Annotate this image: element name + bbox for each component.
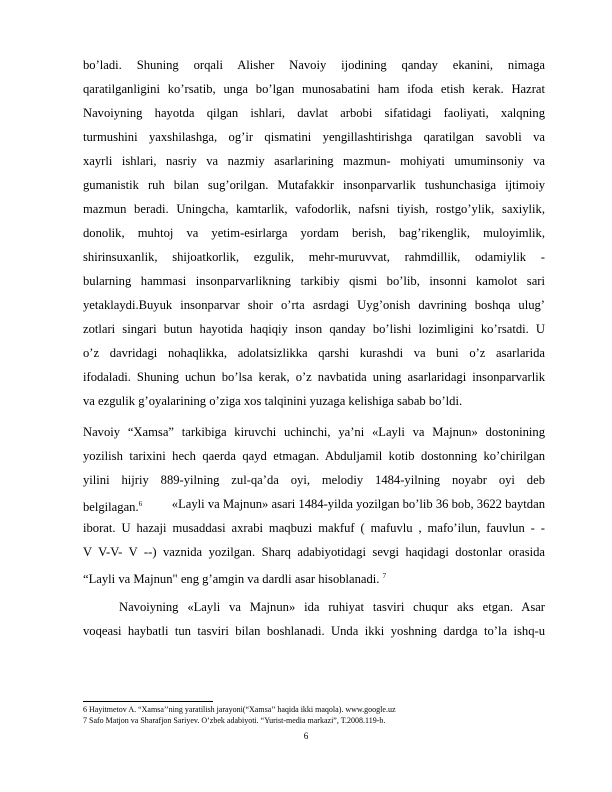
page-number: 6 [303,731,309,741]
footnote: 6 Hayitmetov A. “Xamsa’’ning yaratilish jarayoni(“Xamsa’’ haqida ikki maqola). www.google.uz [83,705,396,714]
text-line: V V-V- V --) vaznida yozilgan. Sharq adabiyotidagi sevgi haqidagi dostonlar orasida [83,545,545,559]
footnote: 7 Safo Matjon va Sharafjon Sariyev. O’zbek adabiyoti. “Yurist-media markazi”, T.2008.119-b. [83,716,386,725]
text-line: xayrli ishlari, nasriy va nazmiy asarlarining mazmun- mohiyati umuminsoniy va [83,154,545,168]
footnote-ref: 7 [382,572,387,580]
text-line: ifodaladi. Shuning uchun bo’lsa kerak, o’z navbatida uning asarlaridagi insonparvarlik [83,370,545,384]
text-segment: “Layli va Majnun" eng g’amgin va dardli asar hisoblanadi. [83,572,380,587]
text-line: o’z davridagi nohaqlikka, adolatsizlikka qarshi kurashdi va buni o’z asarlarida [83,346,545,360]
text-line: yetaklaydi.Buyuk insonparvar shoir o’rta asrdagi Uyg’onish davrining boshqa ulug’ [83,298,545,312]
footnote-separator [83,701,213,702]
text-line [83,496,545,515]
text-line: turmushini yaxshilashga, og’ir qismatini yengillashtirishga qaratilgan savobli va [83,130,545,144]
footnote-ref: 6 [138,500,143,508]
text-line: voqeasi haybatli tun tasviri bilan boshlanadi. Unda ikki yoshning dardga to’la ishq-u [83,624,545,638]
text-line: yozilish tarixini hech qaerda qayd etmagan. Abduljamil kotib dostonning ko’chirilgan [83,449,545,463]
text-line: shirinsuxanlik, shijoatkorlik, ezgulik, mehr-muruvvat, rahmdillik, odamiylik - [83,250,545,264]
text-line: donolik, muhtoj va yetim-esirlarga yordam berish, bag’rikenglik, muloyimlik, [83,226,545,240]
text-line: yilini hijriy 889-yilning zul-qa’da oyi, melodiy 1484-yilning noyabr oyi deb [83,473,545,487]
text-line: iborat. U hazaji musaddasi axrabi maqbuzi makfuf ( mafuvlu , mafo’ilun, fauvlun - - [83,521,545,535]
text-line: bo’ladi. Shuning orqali Alisher Navoiy ijodining qanday ekanini, nimaga [83,58,545,72]
text-line: zotlari singari butun hayotida haqiqiy inson qanday bo’lishi lozimligini ko’rsatdi. U [83,322,545,336]
text-line: Navoiyning «Layli va Majnun» ida ruhiyat tasviri chuqur aks etgan. Asar [119,600,545,614]
text-segment: «Layli va Majnun» asari 1484-yilda yozilgan bo’lib 36 bob, 3622 baytdan [171,497,545,511]
text-line: gumanistik ruh bilan sug’orilgan. Mutafakkir insonparvarlik tushunchasiga ijtimoiy [83,178,545,192]
text-line: bularning hammasi insonparvarlikning tarkibiy qismi bo’lib, insonni kamolot sari [83,274,545,288]
text-line: va ezgulik g’oyalarining o’ziga xos talqinini yuzaga kelishiga sabab bo’ldi. [83,394,463,408]
text-line [83,568,545,587]
text-line: Navoiyning hayotda qilgan ishlari, davlat arbobi sifatidagi faoliyati, xalqning [83,106,545,120]
text-line: Navoiy “Xamsa” tarkibiga kiruvchi uchinchi, ya’ni «Layli va Majnun» dostonining [83,425,545,439]
text-segment [83,496,142,515]
text-line: mazmun beradi. Uningcha, kamtarlik, vafodorlik, nafsni tiyish, rostgo’ylik, saxiylik, [83,202,545,216]
text-segment: belgilagan. [83,500,139,515]
text-line: qaratilganligini ko’rsatib, unga bo’lgan munosabatini ham ifoda etish kerak. Hazrat [83,82,545,96]
